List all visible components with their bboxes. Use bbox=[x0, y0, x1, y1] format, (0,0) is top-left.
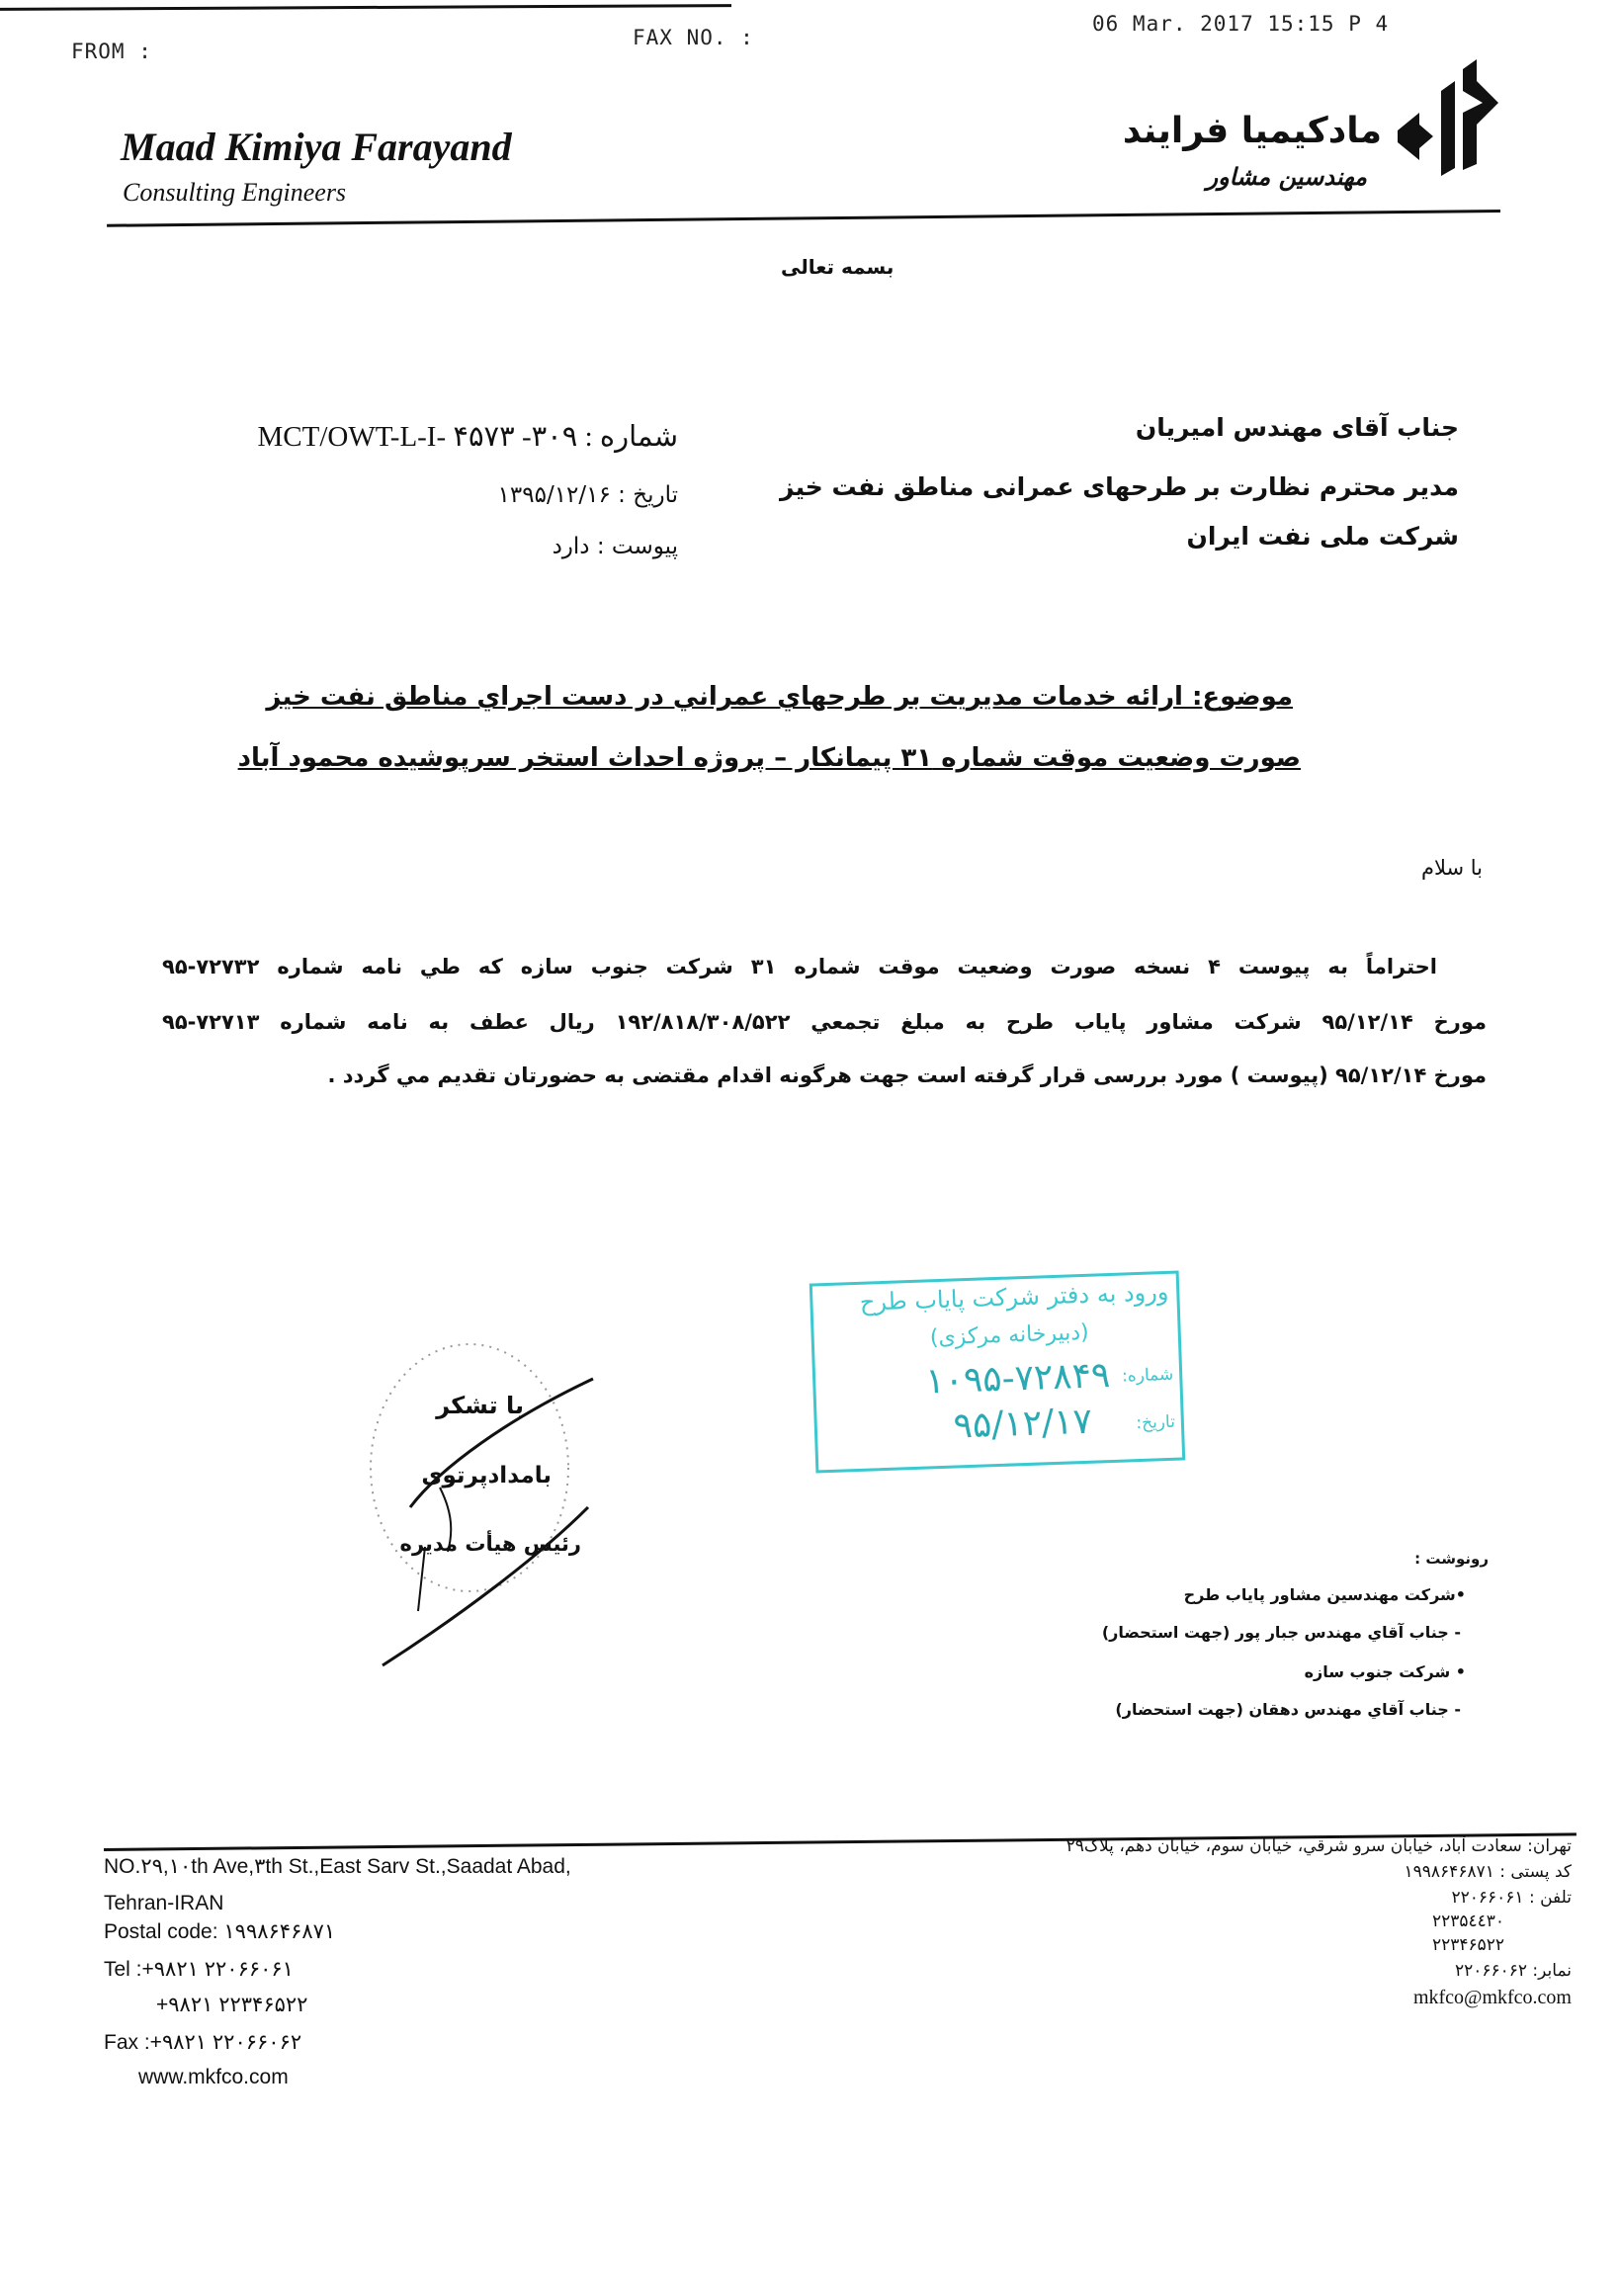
invocation: بسمه تعالی bbox=[781, 255, 895, 279]
body-line: مورخ ۹۵/۱۲/۱۴ شرکت مشاور پایاب طرح به مبلغ تجمعي ۱۹۲/۸۱۸/۳۰۸/۵۲۲ ریال عطف به نامه شماره ۷۲۷۱۳-۹۵ bbox=[162, 1010, 1488, 1034]
body-line: مورخ ۹۵/۱۲/۱۴ (پیوست ) مورد بررسی قرار گرفته است جهت هرگونه اقدام مقتضی به حضورتان تقدیم مي گردد . bbox=[327, 1063, 1487, 1087]
footer-fax-en: Fax :+۹۸۲۱ ۲۲۰۶۶۰۶۲ bbox=[104, 2031, 302, 2054]
footer-address-fa: تهران: سعادت آباد، خیابان سرو شرقي، خیابان سوم، خیابان دهم، پلاک۲۹ bbox=[1065, 1836, 1572, 1856]
letter-attachment: پیوست : دارد bbox=[552, 534, 678, 559]
cc-item: - جناب آقاي مهندس جبار پور (جهت استحضار) bbox=[1101, 1623, 1461, 1642]
footer-city-en: Tehran-IRAN bbox=[104, 1892, 224, 1914]
letter-number: شماره : ۳۰۹- MCT/OWT-L-I- ۴۵۷۳ bbox=[257, 421, 678, 453]
recipient-line: مدیر محترم نظارت بر طرحهای عمرانی مناطق نفت خیز bbox=[780, 472, 1459, 501]
company-name-en: Maad Kimiya Farayand bbox=[121, 125, 512, 169]
footer-tel2-fa: ۲۲۳۵٤٤۳۰ bbox=[1431, 1912, 1504, 1931]
salutation: با سلام bbox=[1420, 856, 1483, 880]
signature-title: رئیس هیأت مدیره bbox=[399, 1532, 581, 1556]
stamp-title: ورود به دفتر شرکت پایاب طرح bbox=[859, 1277, 1169, 1317]
signature-closing: با تشکر bbox=[436, 1392, 524, 1419]
stamp-subtitle: (دبیرخانه مرکزی) bbox=[929, 1319, 1090, 1351]
registry-stamp bbox=[810, 1271, 1185, 1474]
stamp-date-label: تاریخ: bbox=[1135, 1411, 1176, 1434]
footer-address-en: NO.۲۹,۱۰th Ave,۳th St.,East Sarv St.,Saadat Abad, bbox=[104, 1855, 571, 1878]
recipient-line: شرکت ملی نفت ایران bbox=[1186, 522, 1459, 551]
letterhead-rule bbox=[107, 210, 1500, 227]
footer-tel2-en: +۹۸۲۱ ۲۲۳۴۶۵۲۲ bbox=[156, 1994, 308, 2016]
stamp-date-value: ۹۵/۱۲/۱۷ bbox=[952, 1401, 1093, 1447]
subject-line: موضوع: ارائه خدمات مدیریت بر طرحهاي عمراني در دست اجراي مناطق نفت خيز bbox=[266, 682, 1293, 712]
footer-fax-fa: نمابر: ۲۲۰۶۶۰۶۲ bbox=[1454, 1961, 1572, 1981]
fax-number: FAX NO. : bbox=[633, 26, 754, 49]
body-line: احتراماً به پیوست ۴ نسخه صورت وضعیت موقت شماره ۳۱ شرکت جنوب سازه که طي نامه شماره ۷۲۷۳۲-۹۵ bbox=[162, 955, 1437, 978]
cc-item: - جناب آقاي مهندس دهقان (جهت استحضار) bbox=[1115, 1700, 1461, 1719]
signature-seal-icon bbox=[361, 1339, 618, 1675]
cc-item: •شرکت مهندسین مشاور پایاب طرح bbox=[1183, 1585, 1466, 1604]
footer-postal-fa: کد پستی : ۱۹۹۸۶۴۶۸۷۱ bbox=[1404, 1862, 1572, 1882]
footer-tel3-fa: ۲۲۳۴۶۵۲۲ bbox=[1431, 1935, 1504, 1955]
cc-item: • شرکت جنوب سازه bbox=[1304, 1662, 1466, 1681]
footer-tel-en: Tel :+۹۸۲۱ ۲۲۰۶۶۰۶۱ bbox=[104, 1958, 294, 1981]
fax-timestamp: 06 Mar. 2017 15:15 P 4 bbox=[1092, 12, 1390, 36]
footer-email[interactable]: mkfco@mkfco.com bbox=[1412, 1987, 1572, 2008]
stamp-number-label: شماره: bbox=[1121, 1364, 1174, 1387]
footer-tel-fa: تلفن : ۲۲۰۶۶۰۶۱ bbox=[1451, 1888, 1572, 1908]
company-subtitle-en: Consulting Engineers bbox=[123, 178, 347, 207]
fax-from: FROM : bbox=[71, 40, 152, 63]
signature-name: بامدادپرتوی bbox=[421, 1463, 552, 1488]
company-subtitle-fa: مهندسین مشاور bbox=[1206, 163, 1367, 191]
letter-date: تاریخ : ۱۳۹۵/۱۲/۱۶ bbox=[497, 482, 678, 508]
recipient-line: جناب آقای مهندس امیریان bbox=[1135, 413, 1459, 442]
stamp-number-value: ۱۰۹۵-۷۲۸۴۹ bbox=[924, 1355, 1111, 1403]
fax-top-edge bbox=[0, 4, 731, 11]
company-logo-icon bbox=[1394, 51, 1522, 180]
footer-postal-en: Postal code: ۱۹۹۸۶۴۶۸۷۱ bbox=[104, 1920, 336, 1943]
cc-label: رونوشت : bbox=[1414, 1550, 1489, 1568]
company-name-fa: مادکیمیا فرایند bbox=[1122, 111, 1382, 151]
subject-line: صورت وضعیت موقت شماره ۳۱ پیمانکار – پروژه احداث استخر سرپوشیده محمود آباد bbox=[237, 743, 1301, 773]
footer-website[interactable]: www.mkfco.com bbox=[138, 2066, 289, 2088]
